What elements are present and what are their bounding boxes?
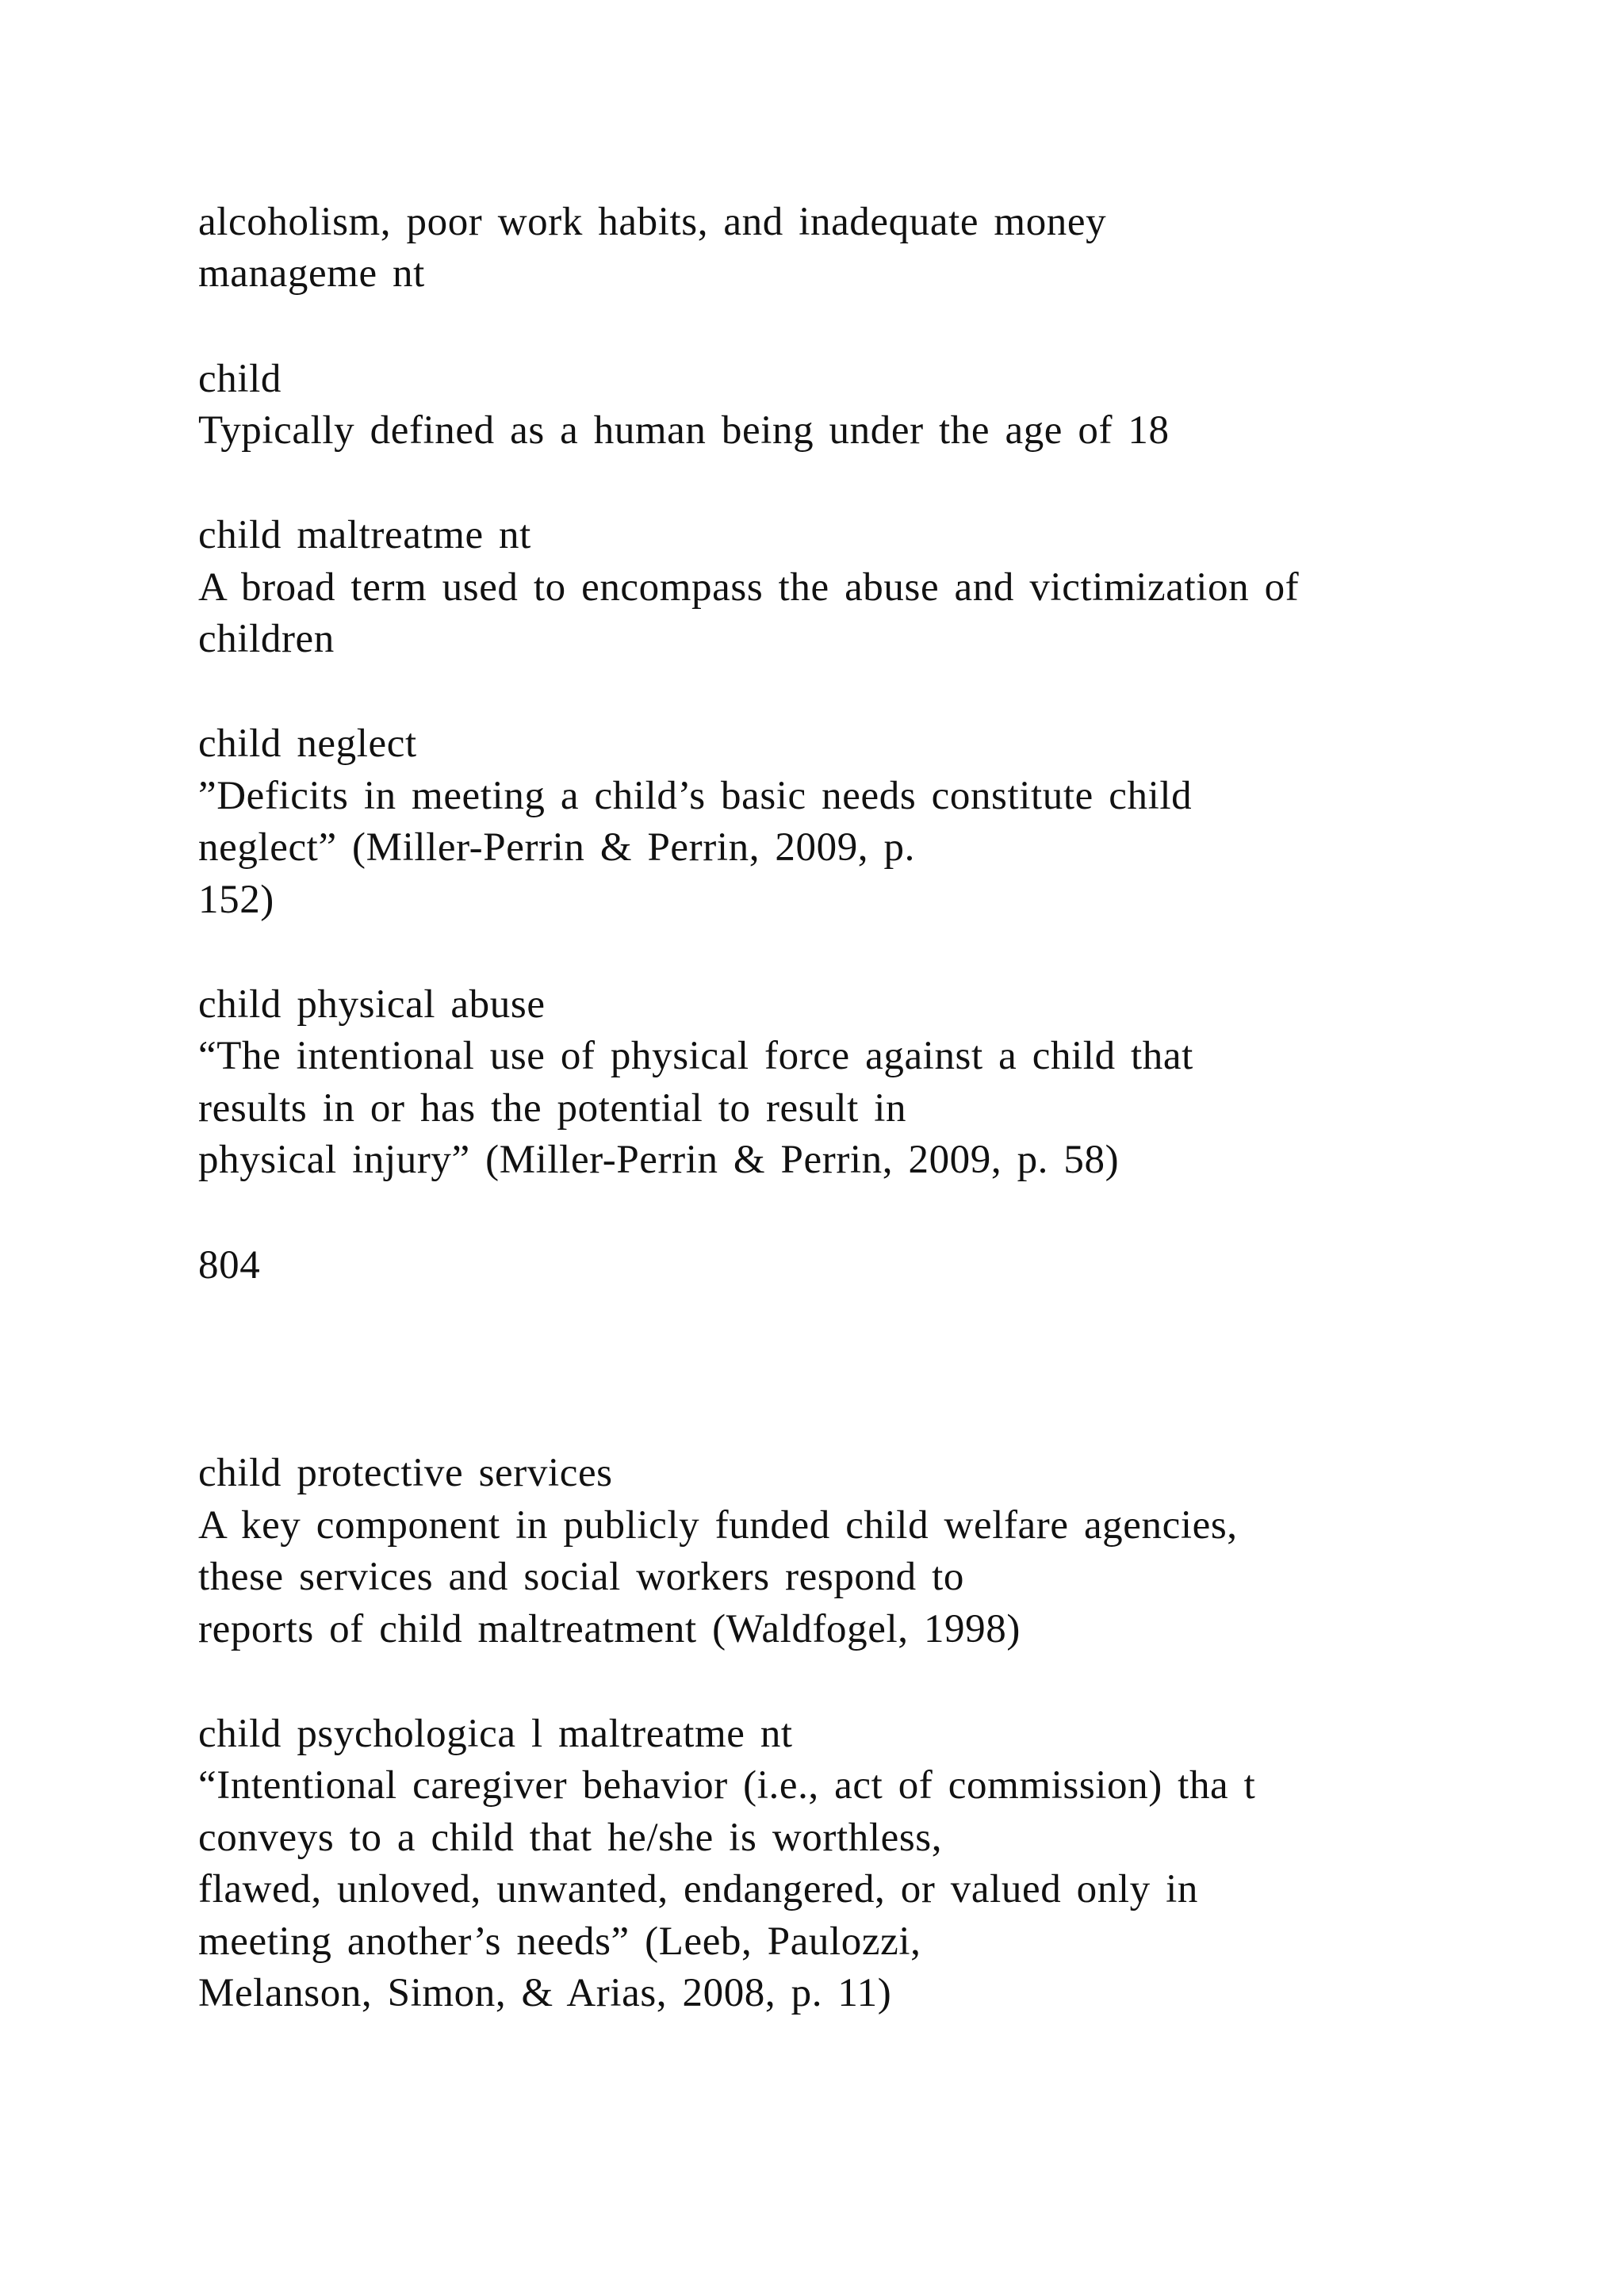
glossary-term: child maltreatme nt	[198, 513, 531, 557]
glossary-definition-line: flawed, unloved, unwanted, endangered, or valued only in	[198, 1867, 1198, 1911]
glossary-definition-line: these services and social workers respond to	[198, 1555, 964, 1599]
glossary-definition-line: children	[198, 617, 335, 661]
glossary-definition-line: meeting another’s needs” (Leeb, Paulozzi,	[198, 1919, 921, 1964]
page-number: 804	[198, 1243, 261, 1288]
glossary-definition-line: “The intentional use of physical force against a child that	[198, 1034, 1193, 1078]
glossary-definition-line: “Intentional caregiver behavior (i.e., act of commission) tha t	[198, 1763, 1256, 1808]
glossary-term: child protective services	[198, 1451, 613, 1495]
glossary-definition-line: reports of child maltreatment (Waldfogel, 1998)	[198, 1607, 1021, 1651]
glossary-definition-line: physical injury” (Miller-Perrin & Perrin, 2009, p. 58)	[198, 1138, 1120, 1182]
glossary-definition-line: A key component in publicly funded child welfare agencies,	[198, 1503, 1238, 1548]
glossary-term: child neglect	[198, 721, 417, 766]
intro-line: manageme nt	[198, 251, 425, 296]
glossary-term: child	[198, 357, 282, 401]
glossary-definition-line: conveys to a child that he/she is worthless,	[198, 1816, 943, 1860]
glossary-definition-line: ”Deficits in meeting a child’s basic needs constitute child	[198, 774, 1193, 818]
glossary-term: child psychologica l maltreatme nt	[198, 1712, 793, 1756]
glossary-definition-line: 152)	[198, 878, 274, 922]
glossary-definition-line: A broad term used to encompass the abuse and victimization of	[198, 565, 1300, 610]
intro-line: alcoholism, poor work habits, and inadequate money	[198, 200, 1107, 244]
glossary-definition-line: neglect” (Miller-Perrin & Perrin, 2009, p.	[198, 825, 915, 870]
glossary-term: child physical abuse	[198, 982, 546, 1027]
glossary-definition-line: Melanson, Simon, & Arias, 2008, p. 11)	[198, 1971, 892, 2015]
glossary-definition-line: results in or has the potential to result in	[198, 1086, 907, 1131]
glossary-definition-line: Typically defined as a human being under the age of 18	[198, 408, 1170, 453]
